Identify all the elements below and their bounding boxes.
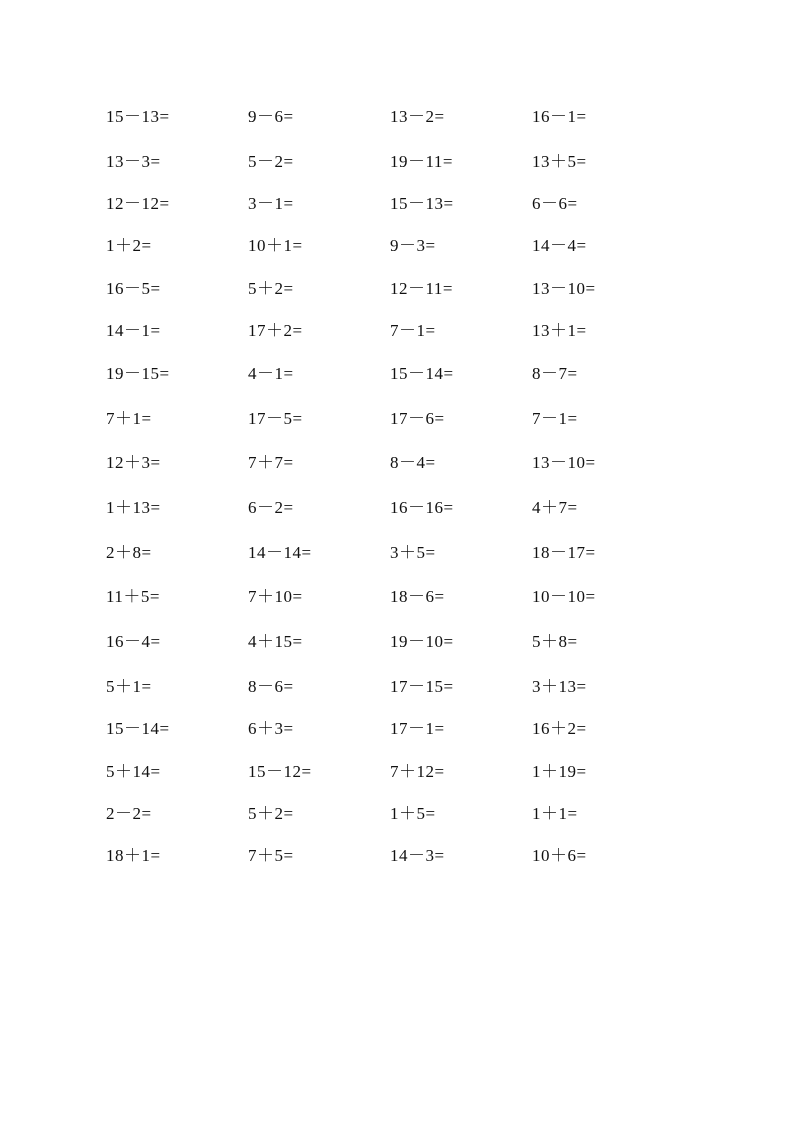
math-problem: 16－4= (106, 631, 161, 651)
math-problem: 16－1= (532, 107, 587, 126)
math-problem: 1＋2= (106, 236, 152, 255)
math-problem: 2＋8= (106, 542, 152, 562)
math-problem: 11＋5= (106, 587, 160, 606)
math-problem: 13－10= (532, 453, 596, 472)
problem-row (106, 495, 706, 540)
math-problem: 4＋7= (532, 497, 578, 517)
math-problem: 15－13= (106, 107, 170, 126)
problem-row (106, 233, 706, 276)
math-problem: 13－10= (532, 278, 596, 298)
math-problem: 14－14= (248, 542, 312, 562)
math-problem: 8－7= (532, 364, 578, 383)
problem-row (106, 584, 706, 629)
math-problem: 14－3= (390, 845, 445, 865)
math-problem: 3－1= (248, 193, 294, 213)
math-problem: 5＋14= (106, 761, 161, 781)
math-problem: 10＋6= (532, 845, 587, 865)
problem-row (106, 759, 706, 801)
problem-row (106, 191, 706, 234)
math-problem: 5＋2= (248, 278, 294, 298)
math-problem: 10＋1= (248, 236, 303, 255)
math-problem: 9－3= (390, 236, 436, 255)
math-problem: 8－6= (248, 676, 294, 696)
math-problem: 7＋7= (248, 453, 294, 472)
math-problem: 5＋1= (106, 676, 152, 696)
math-problem: 13－3= (106, 151, 161, 171)
problem-row (106, 540, 706, 585)
problem-row (106, 318, 706, 361)
math-problem: 1＋13= (106, 497, 161, 517)
problem-row (106, 801, 706, 843)
math-problem: 7－1= (532, 408, 578, 428)
math-problem: 7＋12= (390, 761, 445, 781)
math-problem: 5＋8= (532, 631, 578, 651)
math-problem: 1＋1= (532, 803, 578, 823)
math-problem: 17－15= (390, 676, 454, 696)
math-problem: 16－5= (106, 278, 161, 298)
math-problem: 6＋3= (248, 718, 294, 738)
math-problem: 9－6= (248, 107, 294, 126)
math-problem: 18－6= (390, 587, 445, 606)
math-problem: 19－10= (390, 631, 454, 651)
math-problem: 10－10= (532, 587, 596, 606)
math-problem: 13＋1= (532, 321, 587, 340)
math-problem: 12－11= (390, 278, 453, 298)
problem-row (106, 629, 706, 674)
math-problem: 19－11= (390, 151, 453, 171)
arithmetic-worksheet (106, 104, 706, 887)
problem-row (106, 716, 706, 759)
math-problem: 15－14= (106, 718, 170, 738)
problem-row (106, 149, 706, 191)
math-problem: 7＋10= (248, 587, 303, 606)
problem-row (106, 406, 706, 451)
math-problem: 15－13= (390, 193, 454, 213)
math-problem: 6－2= (248, 497, 294, 517)
math-problem: 19－15= (106, 364, 170, 383)
math-problem: 14－1= (106, 321, 161, 340)
math-problem: 17－6= (390, 408, 445, 428)
math-problem: 5－2= (248, 151, 294, 171)
problem-row (106, 361, 706, 406)
math-problem: 15－14= (390, 364, 454, 383)
math-problem: 17－1= (390, 718, 445, 738)
math-problem: 12＋3= (106, 453, 161, 472)
math-problem: 1＋19= (532, 761, 587, 781)
math-problem: 4＋15= (248, 631, 303, 651)
math-problem: 15－12= (248, 761, 312, 781)
math-problem: 7－1= (390, 321, 436, 340)
math-problem: 6－6= (532, 193, 578, 213)
problem-row (106, 843, 706, 888)
math-problem: 8－4= (390, 453, 436, 472)
math-problem: 16＋2= (532, 718, 587, 738)
math-problem: 18－17= (532, 542, 596, 562)
math-problem: 4－1= (248, 364, 294, 383)
math-problem: 7＋5= (248, 845, 294, 865)
math-problem: 13－2= (390, 107, 445, 126)
problem-row (106, 450, 706, 495)
math-problem: 3＋13= (532, 676, 587, 696)
math-problem: 13＋5= (532, 151, 587, 171)
math-problem: 7＋1= (106, 408, 152, 428)
math-problem: 1＋5= (390, 803, 436, 823)
math-problem: 17－5= (248, 408, 303, 428)
math-problem: 3＋5= (390, 542, 436, 562)
problem-row (106, 674, 706, 716)
math-problem: 12－12= (106, 193, 170, 213)
problem-row (106, 104, 706, 149)
math-problem: 16－16= (390, 497, 454, 517)
problem-row (106, 276, 706, 319)
math-problem: 14－4= (532, 236, 587, 255)
math-problem: 18＋1= (106, 845, 161, 865)
math-problem: 5＋2= (248, 803, 294, 823)
math-problem: 2－2= (106, 803, 152, 823)
math-problem: 17＋2= (248, 321, 303, 340)
